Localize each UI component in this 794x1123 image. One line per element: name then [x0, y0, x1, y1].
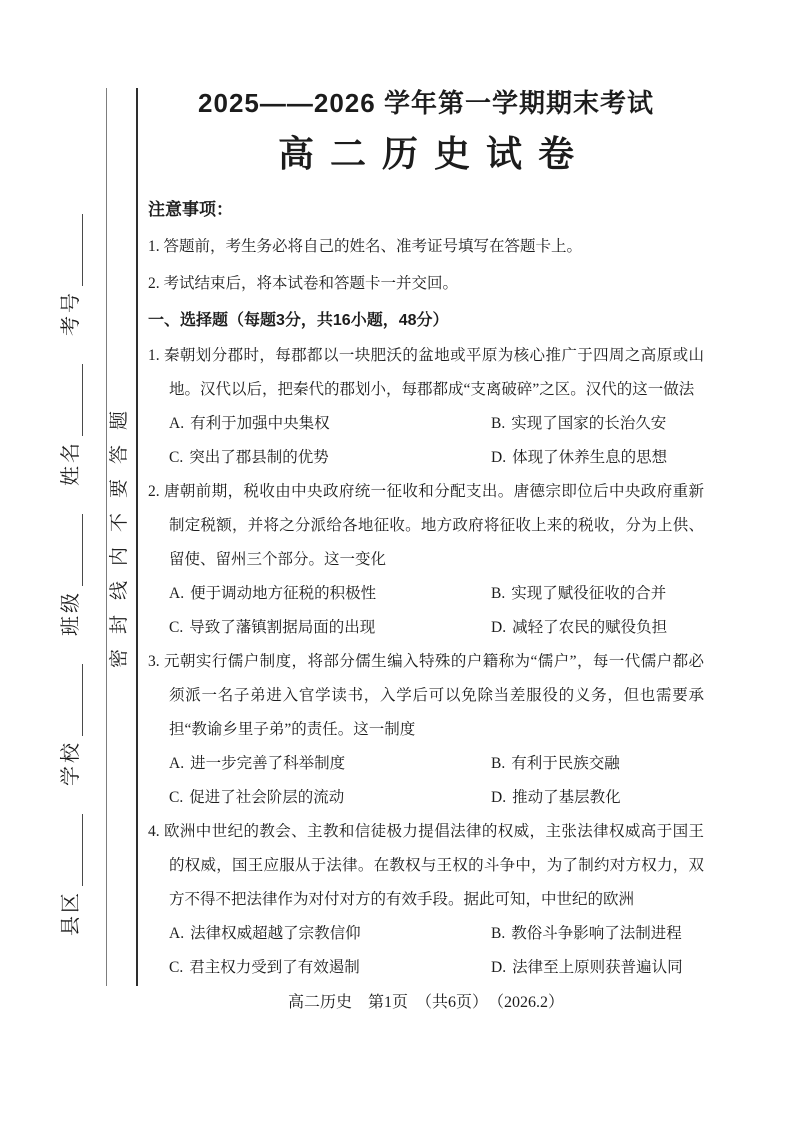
option-label: A.: [169, 585, 185, 602]
option-label: D.: [491, 789, 507, 806]
fill-in-blank: [82, 364, 83, 436]
page-footer: 高二历史 第1页 （共6页） （2026.2）: [287, 994, 564, 1011]
option: A. 便于调动地方征税的积极性: [169, 585, 377, 602]
option-label: C.: [169, 449, 184, 466]
option: C. 促进了社会阶层的流动: [169, 789, 345, 806]
option: A. 法律权威超越了宗教信仰: [169, 925, 361, 942]
option: B. 教俗斗争影响了法制进程: [491, 925, 682, 942]
option-label: A.: [169, 925, 185, 942]
section-heading: 一、选择题（每题3分，共16小题，48分）: [148, 312, 449, 329]
seal-line-right: [136, 88, 138, 986]
option-label: B.: [491, 925, 506, 942]
fill-in-blank: [82, 214, 83, 286]
question-number: 1.: [148, 347, 160, 364]
notice-block: [148, 192, 704, 302]
paper-body: [148, 0, 704, 1018]
student-info-field: [50, 336, 92, 486]
option: D. 法律至上原则获普遍认同: [491, 959, 683, 976]
seal-text: 密封线内不要答题: [109, 396, 130, 669]
student-info-field: [50, 636, 92, 786]
option: A. 进一步完善了科举制度: [169, 755, 346, 772]
question-number: 3.: [148, 653, 160, 670]
notice-heading: 注意事项：: [148, 200, 233, 219]
option-label: C.: [169, 959, 184, 976]
question-stem: 4. 欧洲中世纪的教会、主教和信徒极力提倡法律的权威，主张法律权威高于国王的权威，国王应服从于法律。在教权与王权的斗争中，为了制约对方权力，双方不得不把法律作为对付对方的有效手段。据此可知，中世纪的欧洲: [148, 823, 704, 908]
option-label: B.: [491, 415, 506, 432]
question-stem: 2. 唐朝前期，税收由中央政府统一征收和分配支出。唐德宗即位后中央政府重新制定税额，并将之分派给各地征收。地方政府将征收上来的税收，分为上供、留使、留州三个部分。这一变化: [148, 483, 704, 568]
field-label: 班级: [60, 590, 82, 636]
notice-item: 1. 答题前，考生务必将自己的姓名、准考证号填写在答题卡上。: [148, 238, 583, 255]
student-info-strip: [50, 134, 92, 936]
student-info-field: [50, 186, 92, 336]
option: D. 体现了休养生息的思想: [491, 449, 668, 466]
option: D. 推动了基层教化: [491, 789, 621, 806]
question: [148, 475, 704, 645]
option: A. 有利于加强中央集权: [169, 415, 330, 432]
field-label: 县区: [60, 890, 82, 936]
option: B. 实现了国家的长治久安: [491, 415, 667, 432]
question-options: [169, 577, 704, 645]
question-options: [169, 917, 704, 985]
question: [148, 645, 704, 815]
student-info-field: [50, 786, 92, 936]
notice-item: 2. 考试结束后，将本试卷和答题卡一并交回。: [148, 275, 459, 292]
option-label: B.: [491, 585, 506, 602]
field-label: 学校: [60, 740, 82, 786]
question-stem: 3. 元朝实行儒户制度，将部分儒生编入特殊的户籍称为“儒户”，每一代儒户都必须派一名子弟进入官学读书，入学后可以免除当差服役的义务，但也需要承担“教谕乡里子弟”的责任。这一制度: [148, 653, 704, 738]
option-label: C.: [169, 619, 184, 636]
notice-items: [148, 228, 704, 302]
question-options: [169, 407, 704, 475]
option: C. 君主权力受到了有效遏制: [169, 959, 360, 976]
option-label: A.: [169, 755, 185, 772]
question-stem: 1. 秦朝划分郡时，每郡都以一块肥沃的盆地或平原为核心推广于四周之高原或山地。汉代以后，把秦代的郡划小，每郡都成“支离破碎”之区。汉代的这一做法: [148, 347, 704, 398]
option-label: D.: [491, 449, 507, 466]
fill-in-blank: [82, 664, 83, 736]
option: C. 导致了藩镇割据局面的出现: [169, 619, 376, 636]
question-number: 4.: [148, 823, 160, 840]
option-label: D.: [491, 959, 507, 976]
option-label: B.: [491, 755, 506, 772]
questions-list: [148, 339, 704, 985]
fill-in-blank: [82, 514, 83, 586]
field-label: 姓名: [60, 440, 82, 486]
question: [148, 815, 704, 985]
option: D. 减轻了农民的赋役负担: [491, 619, 668, 636]
student-info-field: [50, 486, 92, 636]
option-label: A.: [169, 415, 185, 432]
option: B. 实现了赋役征收的合并: [491, 585, 667, 602]
fill-in-blank: [82, 814, 83, 886]
question-number: 2.: [148, 483, 160, 500]
option: C. 突出了郡县制的优势: [169, 449, 329, 466]
exam-session-title: 2025——2026 学年第一学期期末考试: [198, 88, 654, 118]
question: [148, 339, 704, 475]
option: B. 有利于民族交融: [491, 755, 620, 772]
field-label: 考号: [60, 290, 82, 336]
option-label: C.: [169, 789, 184, 806]
option-label: D.: [491, 619, 507, 636]
paper-title: 高二历史试卷: [277, 134, 590, 174]
question-options: [169, 747, 704, 815]
